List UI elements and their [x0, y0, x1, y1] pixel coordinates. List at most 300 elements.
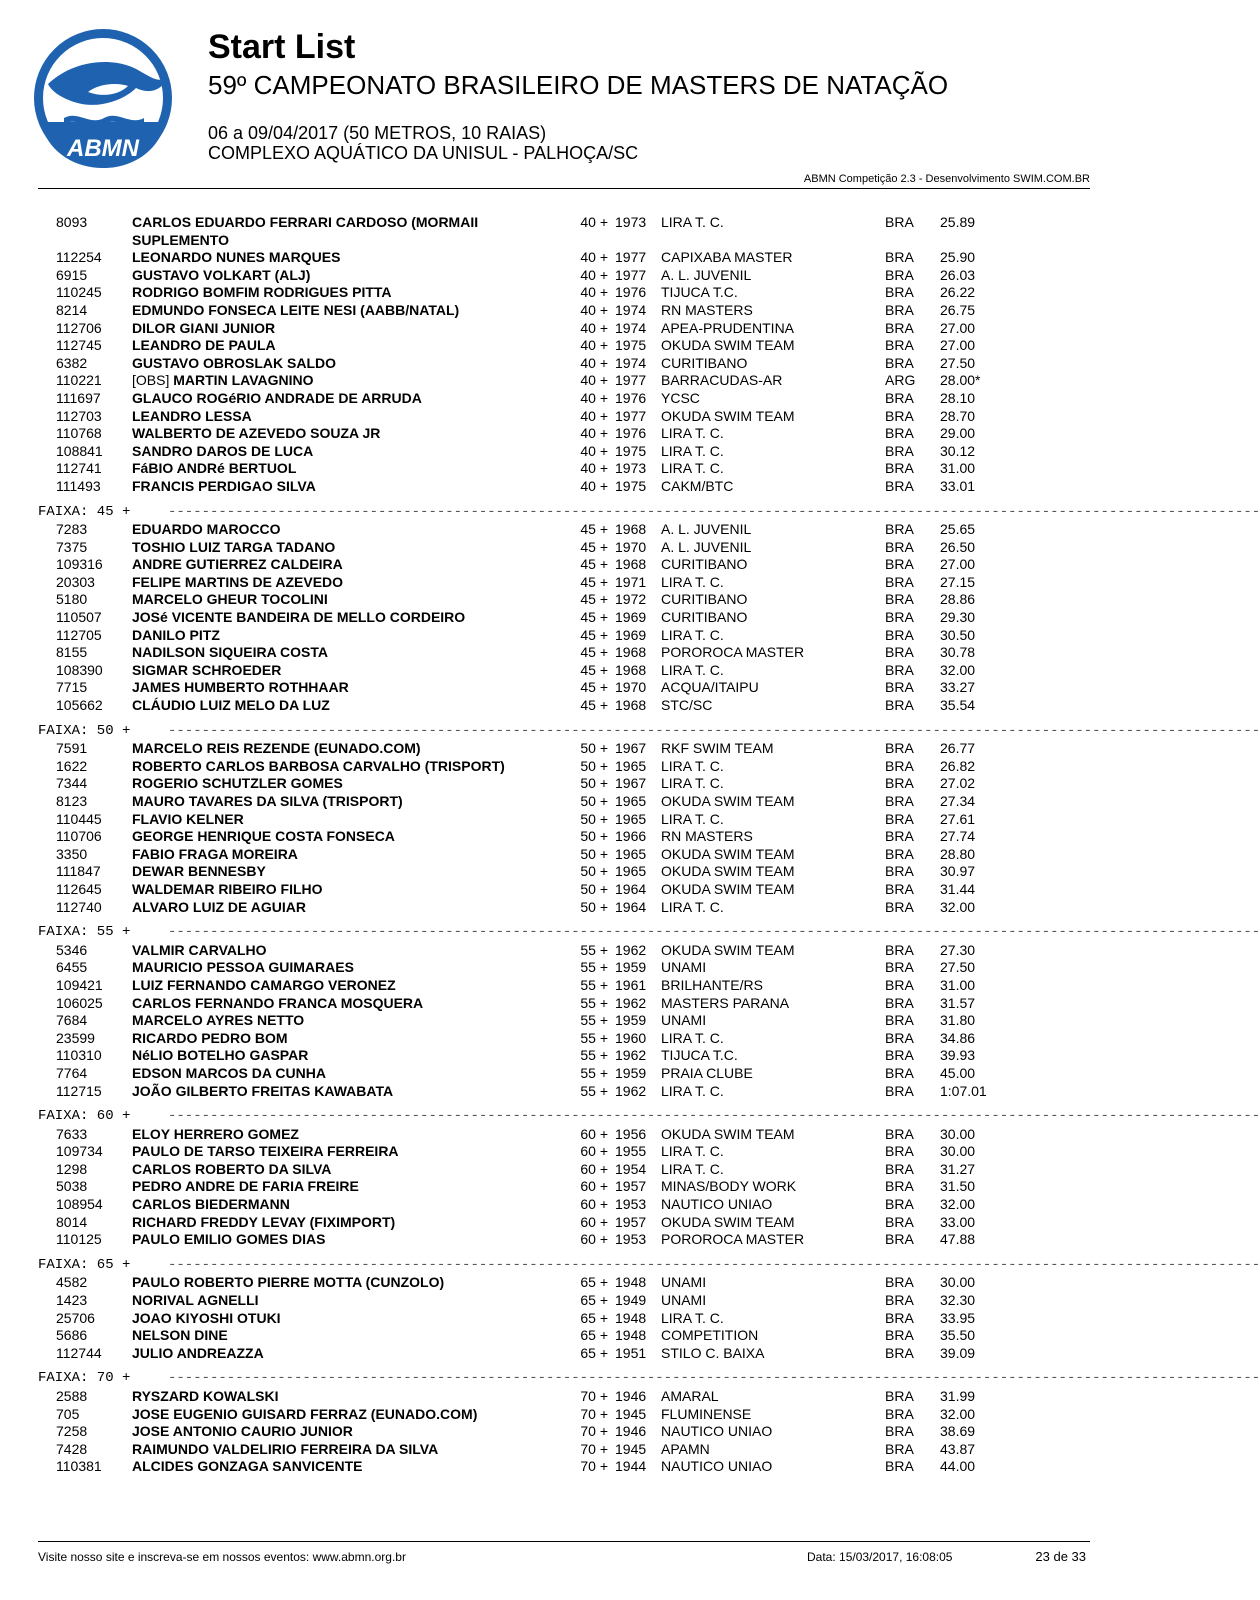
swimmer-row: [38, 679, 1090, 697]
club-name: BRILHANTE/RS: [661, 976, 763, 993]
swimmer-row: [38, 609, 1090, 627]
birth-year: 1948: [615, 1274, 647, 1291]
footer-divider: [38, 1541, 1090, 1542]
nationality: BRA: [885, 880, 914, 897]
birth-year: 1970: [615, 679, 647, 696]
nationality: BRA: [885, 898, 914, 915]
birth-year: 1946: [615, 1423, 647, 1440]
swimmer-id: 6915: [56, 266, 88, 283]
age-category: 45 +: [580, 538, 608, 555]
birth-year: 1957: [615, 1213, 647, 1230]
entry-time: 31.99: [940, 1388, 976, 1404]
swimmer-name: JOSé VICENTE BANDEIRA DE MELLO CORDEIRO: [132, 609, 466, 626]
swimmer-id: 7428: [56, 1440, 88, 1457]
swimmer-id: 112705: [56, 626, 102, 643]
swimmer-id: 4582: [56, 1274, 88, 1291]
swimmer-id: 112744: [56, 1344, 102, 1361]
birth-year: 1959: [615, 1012, 647, 1029]
swimmer-name: ANDRE GUTIERREZ CALDEIRA: [132, 556, 343, 573]
swimmer-row: [38, 267, 1090, 285]
entry-time: 27.50: [940, 354, 976, 371]
age-category: 70 +: [580, 1440, 608, 1457]
entry-time: 31.57: [940, 994, 976, 1011]
swimmer-name: GUSTAVO OBROSLAK SALDO: [132, 354, 337, 371]
swimmer-row: [38, 1423, 1090, 1441]
swimmer-row: [38, 1083, 1090, 1101]
swimmer-id: 8014: [56, 1213, 88, 1230]
age-category: 40 +: [580, 407, 608, 424]
nationality: BRA: [885, 1292, 914, 1309]
age-category: 60 +: [580, 1231, 608, 1248]
age-category: 70 +: [580, 1405, 608, 1422]
birth-year: 1968: [615, 661, 647, 678]
club-name: LIRA T. C.: [661, 810, 724, 827]
birth-year: 1945: [615, 1440, 647, 1457]
club-name: LIRA T. C.: [661, 1309, 724, 1326]
faixa-header: [38, 1370, 1260, 1388]
club-name: LIRA T. C.: [661, 898, 724, 915]
entry-time: 29.30: [940, 609, 976, 626]
birth-year: 1976: [615, 425, 647, 442]
swimmer-name: JULIO ANDREAZZA: [132, 1344, 264, 1361]
birth-year: 1971: [615, 573, 647, 590]
swimmer-row: [38, 249, 1090, 267]
age-category: 40 +: [580, 442, 608, 459]
swimmer-row: [38, 793, 1090, 811]
faixa-header: [38, 1108, 1260, 1126]
age-category: 55 +: [580, 994, 608, 1011]
club-name: COMPETITION: [661, 1327, 759, 1344]
age-category: 40 +: [580, 319, 608, 336]
start-list: [38, 214, 1260, 1484]
swimmer-row: [38, 828, 1090, 846]
swimmer-name: JOSE EUGENIO GUISARD FERRAZ (EUNADO.COM): [132, 1405, 478, 1422]
club-name: NAUTICO UNIAO: [661, 1196, 773, 1213]
nationality: BRA: [885, 661, 914, 678]
age-category: 55 +: [580, 1029, 608, 1046]
swimmer-id: 6455: [56, 959, 88, 976]
entry-time: 33.95: [940, 1309, 976, 1326]
club-name: LIRA T. C.: [661, 1029, 724, 1046]
swimmer-row: [38, 284, 1090, 302]
nationality: BRA: [885, 959, 914, 976]
birth-year: 1974: [615, 354, 647, 371]
nationality: BRA: [885, 697, 914, 714]
club-name: LIRA T. C.: [661, 460, 724, 477]
swimmer-id: 8093: [56, 214, 88, 230]
entry-time: 30.00: [940, 1125, 976, 1142]
club-name: TIJUCA T.C.: [661, 1047, 738, 1064]
swimmer-name: FRANCIS PERDIGAO SILVA: [132, 477, 316, 494]
swimmer-row: [38, 425, 1090, 443]
faixa-header: [38, 1256, 1260, 1275]
nationality: BRA: [885, 284, 914, 301]
age-category: 40 +: [580, 425, 608, 442]
swimmer-id: 7283: [56, 521, 88, 538]
club-name: TIJUCA T.C.: [661, 284, 738, 301]
entry-time: 47.88: [940, 1231, 976, 1248]
age-category: 65 +: [580, 1292, 608, 1309]
age-category: 45 +: [580, 626, 608, 643]
swimmer-row: [38, 959, 1090, 977]
header-divider: [38, 188, 1090, 189]
entry-time: 38.69: [940, 1423, 976, 1440]
swimmer-row: [38, 302, 1090, 320]
nationality: BRA: [885, 214, 914, 230]
birth-year: 1962: [615, 1047, 647, 1064]
entry-time: 28.00*: [940, 372, 981, 389]
swimmer-name: PEDRO ANDRE DE FARIA FREIRE: [132, 1178, 359, 1195]
entry-time: 32.00: [940, 661, 976, 678]
nationality: BRA: [885, 1388, 914, 1404]
swimmer-id: 7633: [56, 1125, 88, 1142]
swimmer-name: ROBERTO CARLOS BARBOSA CARVALHO (TRISPORT): [132, 757, 505, 774]
swimmer-row: [38, 320, 1090, 338]
age-category: 40 +: [580, 284, 608, 301]
entry-time: 25.65: [940, 521, 976, 538]
swimmer-row: [38, 478, 1090, 496]
swimmer-name: RICHARD FREDDY LEVAY (FIXIMPORT): [132, 1213, 396, 1230]
age-category: 70 +: [580, 1458, 608, 1475]
swimmer-name: NéLIO BOTELHO GASPAR: [132, 1047, 309, 1064]
club-name: FLUMINENSE: [661, 1405, 752, 1422]
nationality: BRA: [885, 1064, 914, 1081]
swimmer-name: FáBIO ANDRé BERTUOL: [132, 460, 297, 477]
swimmer-row: [38, 1214, 1090, 1232]
age-category: 45 +: [580, 661, 608, 678]
swimmer-row: [38, 1274, 1090, 1292]
swimmer-name: FLAVIO KELNER: [132, 810, 244, 827]
swimmer-row: [38, 899, 1090, 917]
faixa-label: FAIXA: 65 +: [38, 1256, 131, 1273]
nationality: BRA: [885, 319, 914, 336]
entry-time: 26.75: [940, 301, 976, 318]
swimmer-id: 108390: [56, 661, 103, 678]
nationality: BRA: [885, 591, 914, 608]
nationality: BRA: [885, 301, 914, 318]
swimmer-name: WALDEMAR RIBEIRO FILHO: [132, 880, 323, 897]
swimmer-row: [38, 556, 1090, 574]
swimmer-id: 5346: [56, 941, 88, 958]
nationality: BRA: [885, 1231, 914, 1248]
swimmer-id: 112741: [56, 460, 102, 477]
nationality: BRA: [885, 1047, 914, 1064]
age-category: 60 +: [580, 1213, 608, 1230]
swimmer-row: [38, 758, 1090, 776]
nationality: BRA: [885, 337, 914, 354]
birth-year: 1944: [615, 1458, 647, 1475]
birth-year: 1956: [615, 1125, 647, 1142]
age-category: 55 +: [580, 1047, 608, 1064]
nationality: BRA: [885, 556, 914, 573]
club-name: PRAIA CLUBE: [661, 1064, 753, 1081]
swimmer-id: 112740: [56, 898, 102, 915]
entry-time: 27.74: [940, 828, 976, 845]
club-name: OKUDA SWIM TEAM: [661, 407, 795, 424]
entry-time: 30.50: [940, 626, 976, 643]
entry-time: 27.00: [940, 337, 976, 354]
age-category: 55 +: [580, 1082, 608, 1099]
nationality: BRA: [885, 1160, 914, 1177]
swimmer-name: DEWAR BENNESBY: [132, 863, 266, 880]
nationality: BRA: [885, 609, 914, 626]
birth-year: 1973: [615, 460, 647, 477]
swimmer-name: JAMES HUMBERTO ROTHHAAR: [132, 679, 349, 696]
entry-time: 27.00: [940, 556, 976, 573]
entry-time: 27.00: [940, 319, 976, 336]
championship-title: 59º CAMPEONATO BRASILEIRO DE MASTERS DE NATAÇÃO: [208, 70, 949, 100]
age-category: 70 +: [580, 1423, 608, 1440]
age-group: [38, 722, 1260, 917]
swimmer-id: 109316: [56, 556, 103, 573]
entry-time: 43.87: [940, 1440, 976, 1457]
club-name: UNAMI: [661, 1292, 707, 1309]
club-name: OKUDA SWIM TEAM: [661, 1125, 795, 1142]
faixa-divider: ----------------------------------------------------------------------------------------------------------------------------------: [168, 1370, 1260, 1387]
entry-time: 31.27: [940, 1160, 976, 1177]
age-category: 45 +: [580, 697, 608, 714]
swimmer-id: 108841: [56, 442, 103, 459]
nationality: BRA: [885, 1082, 914, 1099]
swimmer-name: SIGMAR SCHROEDER: [132, 661, 282, 678]
birth-year: 1968: [615, 697, 647, 714]
age-category: 40 +: [580, 389, 608, 406]
nationality: BRA: [885, 460, 914, 477]
entry-time: 31.44: [940, 880, 976, 897]
nationality: BRA: [885, 626, 914, 643]
club-name: LIRA T. C.: [661, 661, 724, 678]
swimmer-row: [38, 697, 1090, 715]
club-name: ACQUA/ITAIPU: [661, 679, 759, 696]
entry-time: 30.78: [940, 644, 976, 661]
nationality: BRA: [885, 976, 914, 993]
entry-time: 35.50: [940, 1327, 976, 1344]
entry-time: 27.34: [940, 793, 976, 809]
birth-year: 1970: [615, 538, 647, 555]
swimmer-row: [38, 1406, 1090, 1424]
swimmer-name: EDSON MARCOS DA CUNHA: [132, 1064, 326, 1081]
birth-year: 1975: [615, 337, 647, 354]
swimmer-id: 108954: [56, 1196, 103, 1213]
birth-year: 1945: [615, 1405, 647, 1422]
entry-time: 28.70: [940, 407, 976, 424]
swimmer-id: 5180: [56, 591, 88, 608]
age-category: 55 +: [580, 1064, 608, 1081]
swimmer-name: MARCELO GHEUR TOCOLINI: [132, 591, 328, 608]
birth-year: 1977: [615, 407, 647, 424]
nationality: BRA: [885, 1213, 914, 1230]
birth-year: 1962: [615, 1082, 647, 1099]
birth-year: 1954: [615, 1160, 647, 1177]
age-category: 45 +: [580, 573, 608, 590]
club-name: OKUDA SWIM TEAM: [661, 880, 795, 897]
swimmer-name: MAURO TAVARES DA SILVA (TRISPORT): [132, 793, 403, 809]
swimmer-row: [38, 443, 1090, 461]
swimmer-name: ROGERIO SCHUTZLER GOMES: [132, 775, 343, 792]
birth-year: 1973: [615, 214, 647, 230]
swimmer-row: [38, 977, 1090, 995]
swimmer-name: TOSHIO LUIZ TARGA TADANO: [132, 538, 336, 555]
swimmer-row: [38, 644, 1090, 662]
nationality: BRA: [885, 1440, 914, 1457]
birth-year: 1976: [615, 284, 647, 301]
nationality: BRA: [885, 425, 914, 442]
nationality: BRA: [885, 266, 914, 283]
age-category: 40 +: [580, 337, 608, 354]
club-name: OKUDA SWIM TEAM: [661, 941, 795, 958]
club-name: LIRA T. C.: [661, 442, 724, 459]
swimmer-name: FELIPE MARTINS DE AZEVEDO: [132, 573, 344, 590]
swimmer-row: [38, 1388, 1090, 1406]
club-name: STC/SC: [661, 697, 713, 714]
swimmer-id: 112254: [56, 249, 102, 266]
age-category: 50 +: [580, 740, 608, 757]
age-category: 50 +: [580, 880, 608, 897]
birth-year: 1948: [615, 1327, 647, 1344]
swimmer-id: 109734: [56, 1143, 103, 1160]
entry-time: 30.97: [940, 863, 976, 880]
entry-time: 35.54: [940, 697, 976, 714]
faixa-label: FAIXA: 70 +: [38, 1370, 131, 1387]
age-category: 50 +: [580, 793, 608, 809]
swimmer-row: [38, 1458, 1090, 1476]
swimmer-id: 110445: [56, 810, 102, 827]
swimmer-name: PAULO EMILIO GOMES DIAS: [132, 1231, 326, 1248]
swimmer-id: 112715: [56, 1082, 102, 1099]
entry-time: 26.50: [940, 538, 976, 555]
swimmer-row: [38, 390, 1090, 408]
swimmer-name: CARLOS ROBERTO DA SILVA: [132, 1160, 332, 1177]
birth-year: 1953: [615, 1231, 647, 1248]
birth-year: 1974: [615, 301, 647, 318]
age-category: 65 +: [580, 1274, 608, 1291]
age-group: [38, 1370, 1260, 1476]
entry-time: 26.77: [940, 740, 976, 757]
birth-year: 1959: [615, 959, 647, 976]
age-category: 60 +: [580, 1178, 608, 1195]
birth-year: 1962: [615, 994, 647, 1011]
swimmer-id: 112703: [56, 407, 102, 424]
birth-year: 1946: [615, 1388, 647, 1404]
birth-year: 1976: [615, 389, 647, 406]
software-credit: ABMN Competição 2.3 - Desenvolvimento SWIM.COM.BR: [803, 173, 1090, 185]
club-name: LIRA T. C.: [661, 573, 724, 590]
swimmer-id: 110706: [56, 828, 102, 845]
birth-year: 1967: [615, 775, 647, 792]
entry-time: 44.00: [940, 1458, 976, 1475]
swimmer-row: [38, 863, 1090, 881]
faixa-divider: ----------------------------------------------------------------------------------------------------------------------------------: [168, 1108, 1260, 1125]
age-category: 50 +: [580, 828, 608, 845]
entry-time: 31.50: [940, 1178, 976, 1195]
club-name: NAUTICO UNIAO: [661, 1458, 773, 1475]
swimmer-row: [38, 372, 1090, 390]
age-category: 40 +: [580, 477, 608, 494]
age-category: 55 +: [580, 1012, 608, 1029]
entry-time: 32.00: [940, 1196, 976, 1213]
nationality: BRA: [885, 810, 914, 827]
nationality: BRA: [885, 644, 914, 661]
entry-time: 45.00: [940, 1064, 976, 1081]
club-name: RKF SWIM TEAM: [661, 740, 774, 757]
age-category: 40 +: [580, 460, 608, 477]
nationality: BRA: [885, 1178, 914, 1195]
age-category: 50 +: [580, 757, 608, 774]
birth-year: 1972: [615, 591, 647, 608]
swimmer-id: 111493: [56, 477, 101, 494]
swimmer-row: [38, 574, 1090, 592]
birth-year: 1967: [615, 740, 647, 757]
club-name: CURITIBANO: [661, 354, 748, 371]
swimmer-id: 111697: [56, 389, 101, 406]
swimmer-row: [38, 662, 1090, 680]
entry-time: 28.10: [940, 389, 976, 406]
nationality: BRA: [885, 679, 914, 696]
nationality: BRA: [885, 828, 914, 845]
swimmer-name: LEANDRO LESSA: [132, 407, 252, 424]
swimmer-name: FABIO FRAGA MOREIRA: [132, 845, 298, 862]
swimmer-name: DANILO PITZ: [132, 626, 220, 643]
club-name: A. L. JUVENIL: [661, 266, 752, 283]
age-category: 50 +: [580, 810, 608, 827]
birth-year: 1965: [615, 845, 647, 862]
birth-year: 1961: [615, 976, 647, 993]
club-name: YCSC: [661, 389, 700, 406]
club-name: RN MASTERS: [661, 828, 753, 845]
club-name: CURITIBANO: [661, 609, 748, 626]
club-name: OKUDA SWIM TEAM: [661, 793, 795, 809]
birth-year: 1962: [615, 941, 647, 958]
entry-time: 27.15: [940, 573, 976, 590]
entry-time: 31.00: [940, 460, 976, 477]
club-name: NAUTICO UNIAO: [661, 1423, 773, 1440]
entry-time: 29.00: [940, 425, 976, 442]
entry-time: 33.00: [940, 1213, 976, 1230]
birth-year: 1968: [615, 556, 647, 573]
entry-time: 25.90: [940, 249, 976, 266]
swimmer-row: [38, 355, 1090, 373]
swimmer-name: NADILSON SIQUEIRA COSTA: [132, 644, 329, 661]
club-name: LIRA T. C.: [661, 425, 724, 442]
swimmer-row: [38, 539, 1090, 557]
abmn-logo: [28, 26, 178, 171]
swimmer-name: CARLOS FERNANDO FRANCA MOSQUERA: [132, 994, 424, 1011]
swimmer-id: 7764: [56, 1064, 88, 1081]
entry-time: 26.82: [940, 757, 976, 774]
page-number: 23 de 33: [1035, 1549, 1086, 1564]
nationality: BRA: [885, 757, 914, 774]
swimmer-row: [38, 1310, 1090, 1328]
swimmer-id: 105662: [56, 697, 103, 714]
nationality: BRA: [885, 941, 914, 958]
club-name: CAKM/BTC: [661, 477, 734, 494]
swimmer-id: 1298: [56, 1160, 88, 1177]
faixa-divider: ----------------------------------------------------------------------------------------------------------------------------------: [168, 1256, 1260, 1273]
faixa-label: FAIXA: 45 +: [38, 503, 131, 520]
swimmer-id: 110310: [56, 1047, 102, 1064]
nationality: BRA: [885, 845, 914, 862]
swimmer-row: [38, 591, 1090, 609]
age-category: 45 +: [580, 609, 608, 626]
swimmer-name: MARCELO REIS REZENDE (EUNADO.COM): [132, 740, 421, 757]
age-category: 40 +: [580, 266, 608, 283]
nationality: BRA: [885, 1196, 914, 1213]
entry-time: 31.00: [940, 976, 976, 993]
birth-year: 1949: [615, 1292, 647, 1309]
club-name: UNAMI: [661, 1012, 707, 1029]
entry-time: 39.93: [940, 1047, 976, 1064]
swimmer-name: PAULO ROBERTO PIERRE MOTTA (CUNZOLO): [132, 1274, 445, 1291]
